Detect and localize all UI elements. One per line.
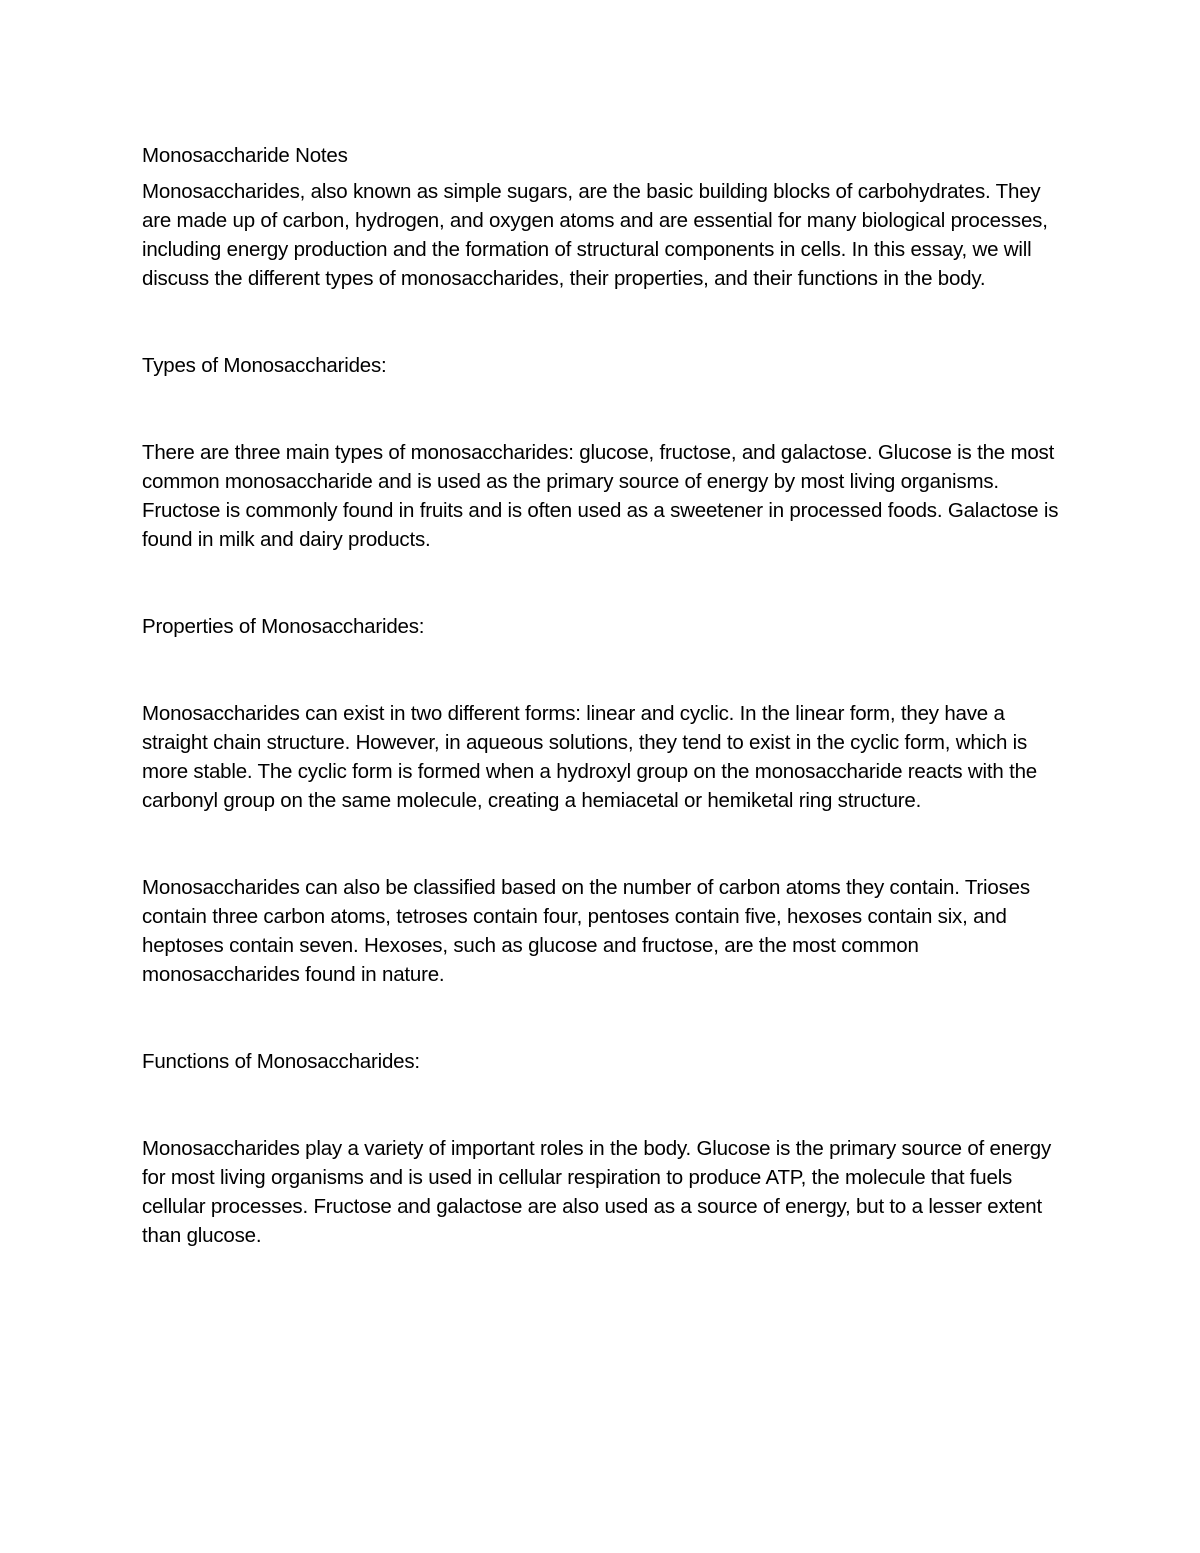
properties-paragraph-2: Monosaccharides can also be classified based on the number of carbon atoms they contain. Trioses contain three carbon atoms, tetroses contain four, pentoses contain five, hexoses contain six, and heptoses contain seven. Hexoses, such as glucose and fructose, are the most common monosaccharides found in nature. bbox=[142, 876, 1030, 986]
functions-paragraph: Monosaccharides play a variety of important roles in the body. Glucose is the primary source of energy for most living organisms and is used in cellular respiration to produce ATP, the molecule that fuels cellular processes. Fructose and galactose are also used as a source of energy, but to a lesser extent than glucose. bbox=[142, 1137, 1051, 1247]
types-heading: Types of Monosaccharides: bbox=[142, 354, 387, 377]
properties-paragraph-1: Monosaccharides can exist in two different forms: linear and cyclic. In the linear form, they have a straight chain structure. However, in aqueous solutions, they tend to exist in the cyclic form, which is more stable. The cyclic form is formed when a hydroxyl group on the monosaccharide reacts with the carbonyl group on the same molecule, creating a hemiacetal or hemiketal ring structure. bbox=[142, 702, 1037, 812]
types-paragraph: There are three main types of monosaccharides: glucose, fructose, and galactose. Glucose is the most common monosaccharide and is used as the primary source of energy by most living organisms. Fructose is commonly found in fruits and is often used as a sweetener in processed foods. Galactose is found in milk and dairy products. bbox=[142, 441, 1059, 551]
functions-heading: Functions of Monosaccharides: bbox=[142, 1050, 420, 1073]
document-title: Monosaccharide Notes bbox=[142, 144, 348, 167]
document-body bbox=[142, 141, 1072, 1250]
properties-heading: Properties of Monosaccharides: bbox=[142, 615, 425, 638]
intro-paragraph: Monosaccharides, also known as simple sugars, are the basic building blocks of carbohydrates. They are made up of carbon, hydrogen, and oxygen atoms and are essential for many biological processes, including energy production and the formation of structural components in cells. In this essay, we will discuss the different types of monosaccharides, their properties, and their functions in the body. bbox=[142, 180, 1048, 290]
